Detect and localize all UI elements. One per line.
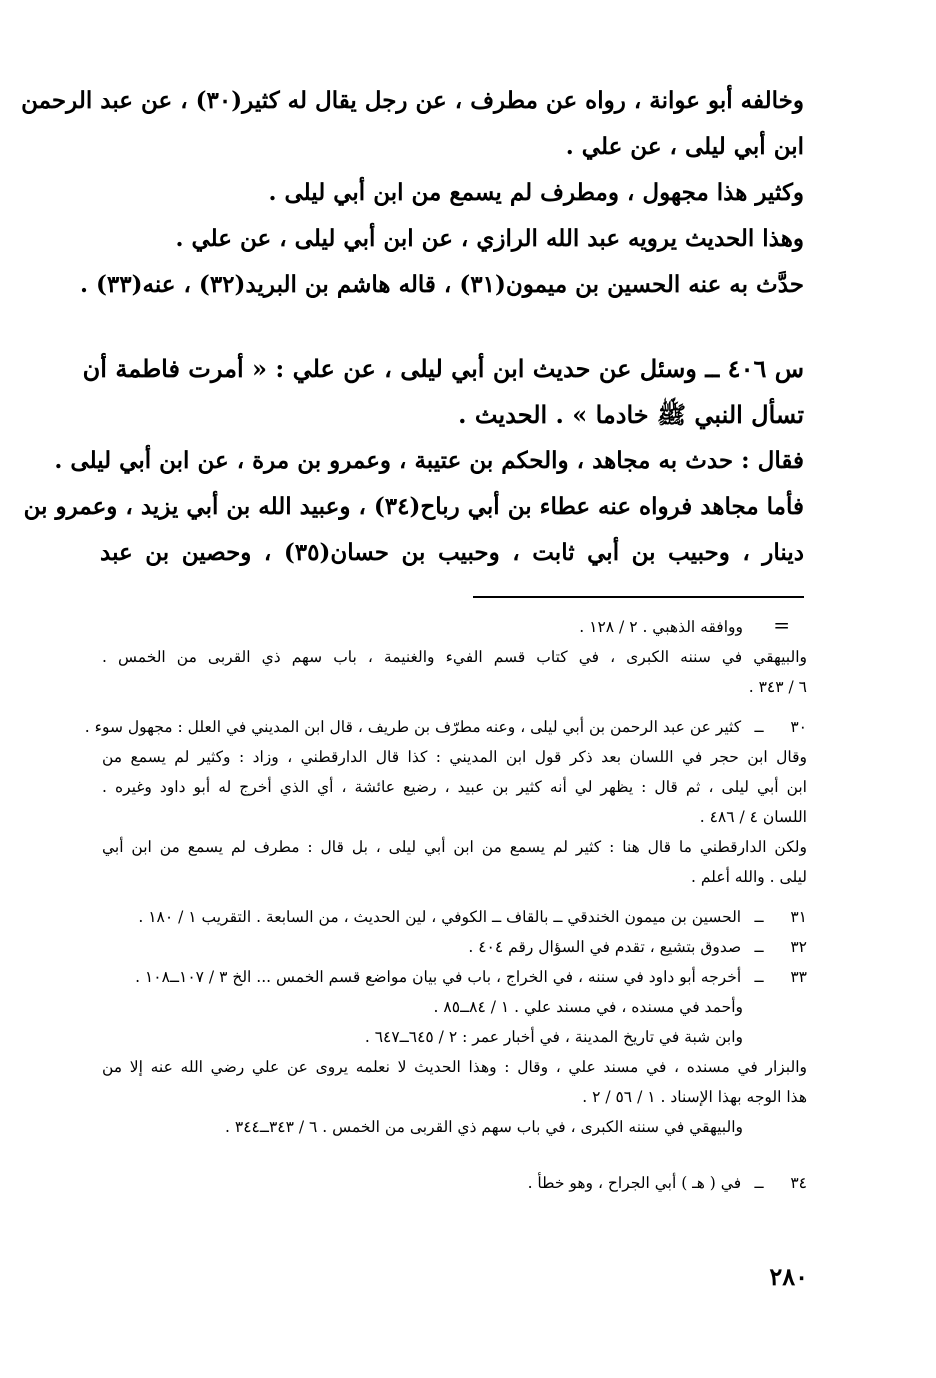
footnote-text: صدوق بتشيع ، تقدم في السؤال رقم ٤٠٤ . (468, 938, 742, 956)
footnote-line: ٦ / ٣٤٣ . (748, 678, 807, 696)
text-line: وخالفه أبو عوانة ، رواه عن مطرف ، عن رجل يقال له كثير(٣٠) ، عن عبد الرحمن (21, 87, 804, 114)
footnote-number: ٣٢ (790, 938, 807, 956)
footnote-dash: ــ (754, 938, 764, 956)
footnote-text: الحسين بن ميمون الخندقي ــ بالقاف ــ الكوفي ، لين الحديث ، من السابعة . التقريب ١ / ١٨٠ . (138, 908, 742, 926)
question-heading: س ٤٠٦ ــ وسئل عن حديث ابن أبي ليلى ، عن علي : « أمرت فاطمة أن (82, 354, 804, 383)
footnote-number: ٣٣ (790, 968, 807, 986)
footnote-text: في ( هـ ) أبي الجراح ، وهو خطأ . (527, 1174, 742, 1192)
footnote-line: ولكن الدارقطني ما قال هنا : كثير لم يسمع من ابن أبي ليلى ، بل قال : مطرف لم يسمع من ابن أبي (102, 838, 807, 856)
footnote-33 (102, 962, 807, 992)
footnote-line: ابن أبي ليلى ، ثم قال : يظهر لي أنه كثير بن عبيد ، رضيع عائشة ، أي الذي أخرج له أبو داود وغيره . (102, 778, 807, 796)
footnote-line: وأحمد في مسنده ، في مسند علي . ١ / ٨٤ــ٨٥ . (433, 998, 743, 1016)
footnote-text: كثير عن عبد الرحمن بن أبي ليلى ، وعنه مطرّف بن طريف ، قال ابن المديني في العلل : مجهول سوء . (84, 718, 742, 736)
text-line: حدَّث به عنه الحسين بن ميمون(٣١) ، قاله هاشم بن البريد(٣٢) ، عنه(٣٣) . (79, 271, 804, 298)
footnote-number: ٣٤ (790, 1174, 807, 1192)
footnote-32 (102, 932, 807, 962)
footnote-line: والبيهقي في سننه الكبرى ، في باب سهم ذي القربى من الخمس . ٦ / ٣٤٣ــ٣٤٤ . (225, 1118, 743, 1136)
footnote-dash: ــ (754, 908, 764, 926)
footnote-34 (102, 1168, 807, 1198)
footnote-separator (473, 596, 804, 598)
text-line: وهذا الحديث يرويه عبد الله الرازي ، عن ابن أبي ليلى ، عن علي . (175, 225, 804, 252)
text-line: ابن أبي ليلى ، عن علي . (565, 133, 804, 160)
footnote-line: والبيهقي في سننه الكبرى ، في كتاب قسم الفيء والغنيمة ، باب سهم ذي القربى من الخمس . (102, 648, 807, 666)
text-line: وكثير هذا مجهول ، ومطرف لم يسمع من ابن أبي ليلى . (268, 179, 804, 206)
text-line: فقال : حدث به مجاهد ، والحكم بن عتيبة ، وعمرو بن مرة ، عن ابن أبي ليلى . (54, 447, 804, 474)
main-text (21, 78, 804, 308)
footnote-dash: ــ (754, 1174, 764, 1192)
footnote-number: ٣٠ (790, 718, 807, 736)
footnote-30 (84, 712, 807, 742)
footnote-dash: ــ (754, 718, 764, 736)
footnote-line: والبزار في مسنده ، في مسند علي ، وقال : وهذا الحديث لا نعلمه يروى عن علي رضي الله عنه إلا من (102, 1058, 807, 1076)
footnote-line: اللسان ٤ / ٤٨٦ . (699, 808, 807, 826)
question-406 (23, 346, 804, 576)
footnote-text: أخرجه أبو داود في سننه ، في الخراج ، باب في بيان مواضع قسم الخمس ... الخ ٣ / ١٠٧ــ١٠٨ . (135, 968, 742, 986)
footnote-dash: ــ (754, 968, 764, 986)
text-line: فأما مجاهد فرواه عنه عطاء بن أبي رباح(٣٤) ، وعبيد الله بن أبي يزيد ، وعمرو بن (23, 493, 804, 520)
page-number: ٢٨٠ (769, 1262, 808, 1291)
footnote-line: ووافقه الذهبي . ٢ / ١٢٨ . (579, 618, 743, 636)
footnote-line: وابن شبة في تاريخ المدينة ، في أخبار عمر : ٢ / ٦٤٥ــ٦٤٧ . (364, 1028, 743, 1046)
text-line: تسأل النبي ﷺ خادما » . الحديث . (458, 400, 804, 429)
footnote-line: هذا الوجه بهذا الإسناد . ١ / ٥٦ / ٢ . (582, 1088, 807, 1106)
footnotes (84, 612, 807, 1198)
text-line: دينار ، وحبيب بن أبي ثابت ، وحبيب بن حسان(٣٥) ، وحصين بن عبد (100, 539, 804, 566)
footnote-line: وقال ابن حجر في اللسان بعد ذكر قول ابن المديني : كذا قال الدارقطني ، وزاد : وكثير لم يسمع من (102, 748, 807, 766)
continuation-mark: = (773, 613, 790, 637)
footnote-number: ٣١ (790, 908, 807, 926)
footnote-31 (102, 902, 807, 932)
footnote-line: ليلى . والله أعلم . (691, 868, 807, 886)
